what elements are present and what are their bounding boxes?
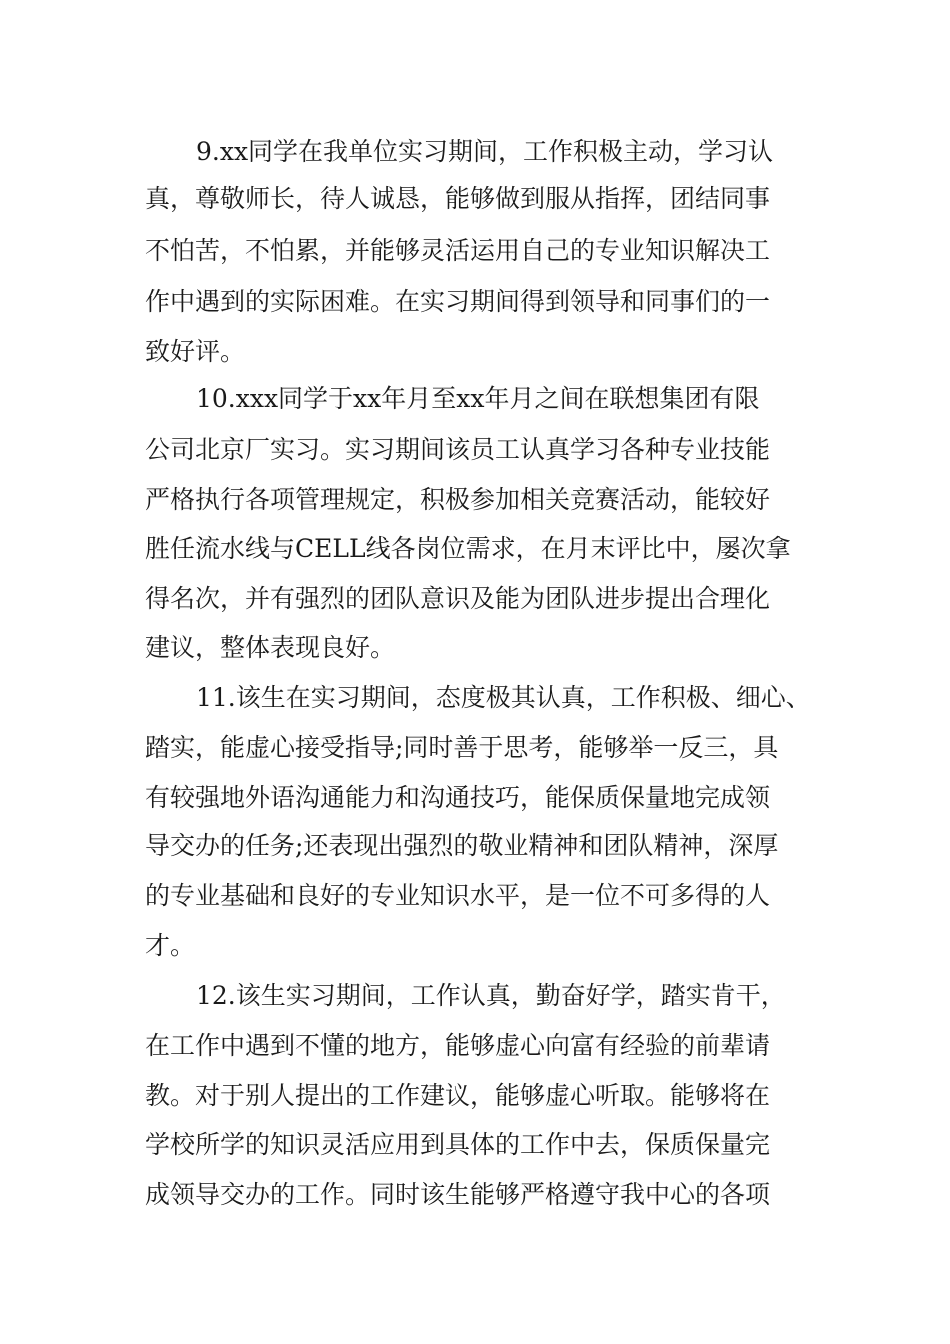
- paragraph-line: 9.xx同学在我单位实习期间，工作积极主动，学习认: [196, 137, 774, 166]
- paragraph-line: 作中遇到的实际困难。在实习期间得到领导和同事们的一: [145, 287, 771, 316]
- paragraph-line: 真，尊敬师长，待人诚恳，能够做到服从指挥，团结同事: [145, 184, 771, 213]
- paragraph-line: 公司北京厂实习。实习期间该员工认真学习各种专业技能: [145, 435, 771, 464]
- paragraph-line: 在工作中遇到不懂的地方，能够虚心向富有经验的前辈请: [145, 1031, 771, 1060]
- paragraph-line: 有较强地外语沟通能力和沟通技巧，能保质保量地完成领: [145, 783, 771, 812]
- paragraph-line: 不怕苦，不怕累，并能够灵活运用自己的专业知识解决工: [145, 236, 771, 265]
- paragraph-line: 建议，整体表现良好。: [145, 633, 396, 662]
- paragraph-line: 致好评。: [145, 337, 246, 366]
- paragraph-line: 才。: [145, 931, 196, 960]
- paragraph-line: 学校所学的知识灵活应用到具体的工作中去，保质保量完: [145, 1130, 771, 1159]
- paragraph-line: 12.该生实习期间，工作认真，勤奋好学，踏实肯干，: [196, 981, 786, 1010]
- paragraph-line: 导交办的任务;还表现出强烈的敬业精神和团队精神，深厚: [145, 831, 779, 860]
- paragraph-line: 得名次，并有强烈的团队意识及能为团队进步提出合理化: [145, 584, 771, 613]
- paragraph-line: 的专业基础和良好的专业知识水平，是一位不可多得的人: [145, 881, 771, 910]
- paragraph-line: 胜任流水线与CELL线各岗位需求，在月末评比中，屡次拿: [145, 534, 791, 563]
- paragraph-line: 11.该生在实习期间，态度极其认真，工作积极、细心、: [196, 683, 811, 712]
- paragraph-line: 踏实，能虚心接受指导;同时善于思考，能够举一反三，具: [145, 733, 779, 762]
- paragraph-line: 教。对于别人提出的工作建议，能够虚心听取。能够将在: [145, 1081, 771, 1110]
- paragraph-line: 严格执行各项管理规定，积极参加相关竞赛活动，能较好: [145, 485, 771, 514]
- paragraph-line: 成领导交办的工作。同时该生能够严格遵守我中心的各项: [145, 1180, 771, 1209]
- paragraph-line: 10.xxx同学于xx年月至xx年月之间在联想集团有限: [196, 384, 760, 413]
